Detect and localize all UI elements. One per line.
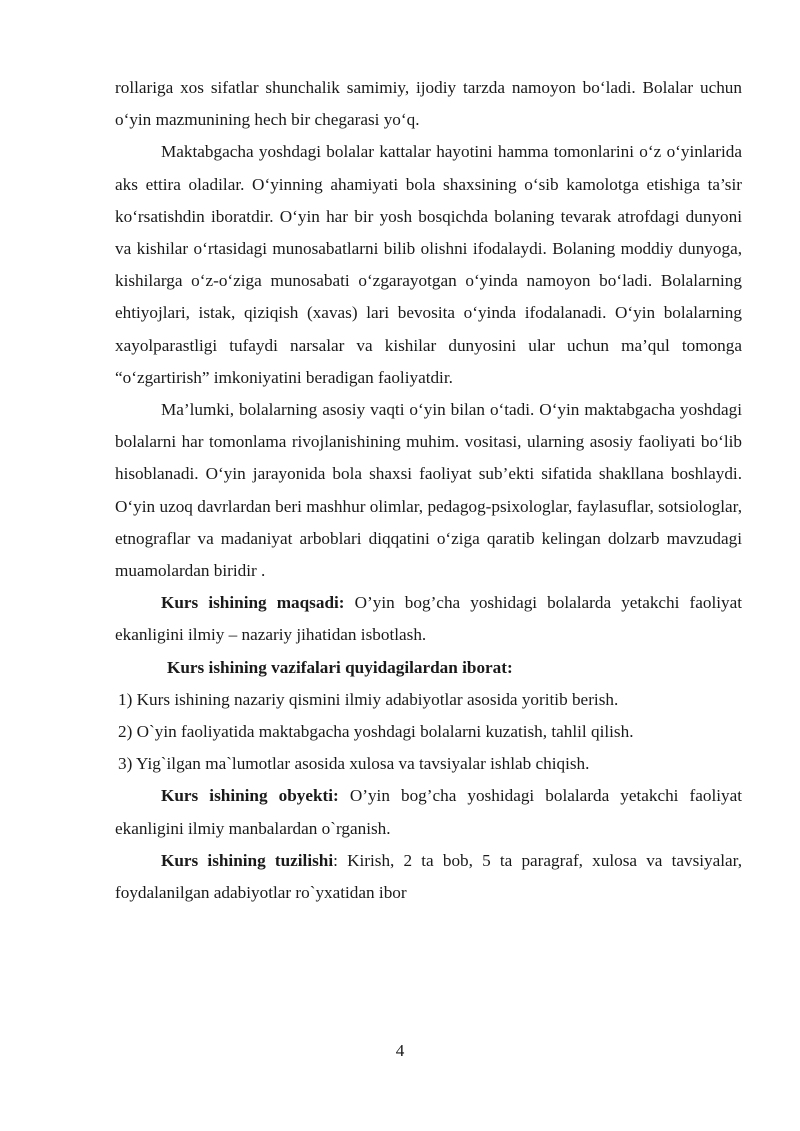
object-paragraph [115, 780, 742, 844]
goal-paragraph [115, 587, 742, 651]
structure-paragraph [115, 845, 742, 909]
task-item-3: 3) Yig`ilgan ma`lumotlar asosida xulosa va tavsiyalar ishlab chiqish. [118, 754, 590, 774]
page-content [115, 72, 742, 909]
paragraph-preschool-play: Maktabgacha yoshdagi bolalar kattalar hayotini hamma tomonlarini o‘z o‘yinlarida aks ettira oladilar. O‘yinning ahamiyati bola shaxsining o‘sib kamolotga etishiga ta’sir ko‘rsatishdin iboratdir. O‘yin har bir yosh bosqichda bolaning tevarak atrofdagi dunyoni va kishilar o‘rtasidagi munosabatlarni bilib olishni ifodalaydi. Bolaning moddiy dunyoga, kishilarga o‘z-o‘ziga munosabati o‘zgarayotgan o‘yinda namoyon bo‘ladi. Bolalarning ehtiyojlari, istak, qiziqish (xavas) lari bevosita o‘yinda ifodalanadi. O‘yin bolalarning xayolparastligi tufaydi narsalar va kishilar dunyosini ular uchun ma’qul tomonga “o‘zgartirish” imkoniyatini beradigan faoliyatdir. [115, 142, 742, 387]
task-item-2: 2) O`yin faoliyatida maktabgacha yoshdagi bolalarni kuzatish, tahlil qilish. [118, 722, 634, 742]
paragraph-play-importance: Ma’lumki, bolalarning asosiy vaqti o‘yin bilan o‘tadi. O‘yin maktabgacha yoshdagi bolalarni har tomonlama rivojlanishining muhim. vositasi, ularning asosiy faoliyati bo‘lib hisoblanadi. O‘yin jarayonida bola shaxsi faoliyat sub’ekti sifatida shakllana boshlaydi. O‘yin uzoq davrlardan beri mashhur olimlar, pedagog-psixologlar, faylasuflar, sotsiologlar, etnograflar va madaniyat arboblari diqqatini o‘ziga qaratib kelingan dolzarb mavzudagi muamolardan biridir . [115, 400, 742, 581]
task-item-1: 1) Kurs ishining nazariy qismini ilmiy adabiyotlar asosida yoritib berish. [118, 689, 619, 709]
goal-label: Kurs ishining maqsadi: [161, 593, 345, 613]
object-text: O’yin bog’cha yoshidagi bolalarda yetakchi faoliyat ekanligini ilmiy manbalardan o`rganish. [115, 786, 742, 838]
object-label: Kurs ishining obyekti: [161, 786, 339, 806]
page-number: 4 [395, 1041, 405, 1060]
paragraph-continuation: rollariga xos sifatlar shunchalik samimiy, ijodiy tarzda namoyon bo‘ladi. Bolalar uchun o‘yin mazmunining hech bir chegarasi yo‘q. [115, 78, 742, 130]
tasks-heading: Kurs ishining vazifalari quyidagilardan iborat: [167, 657, 513, 677]
goal-text: O’yin bog’cha yoshidagi bolalarda yetakchi faoliyat ekanligini ilmiy – nazariy jihatidan isbotlash. [115, 593, 743, 645]
structure-text: : Kirish, 2 ta bob, 5 ta paragraf, xulosa va tavsiyalar, foydalanilgan adabiyotlar ro`yxatidan ibor [115, 850, 743, 903]
structure-label: Kurs ishining tuzilishi [161, 850, 334, 870]
